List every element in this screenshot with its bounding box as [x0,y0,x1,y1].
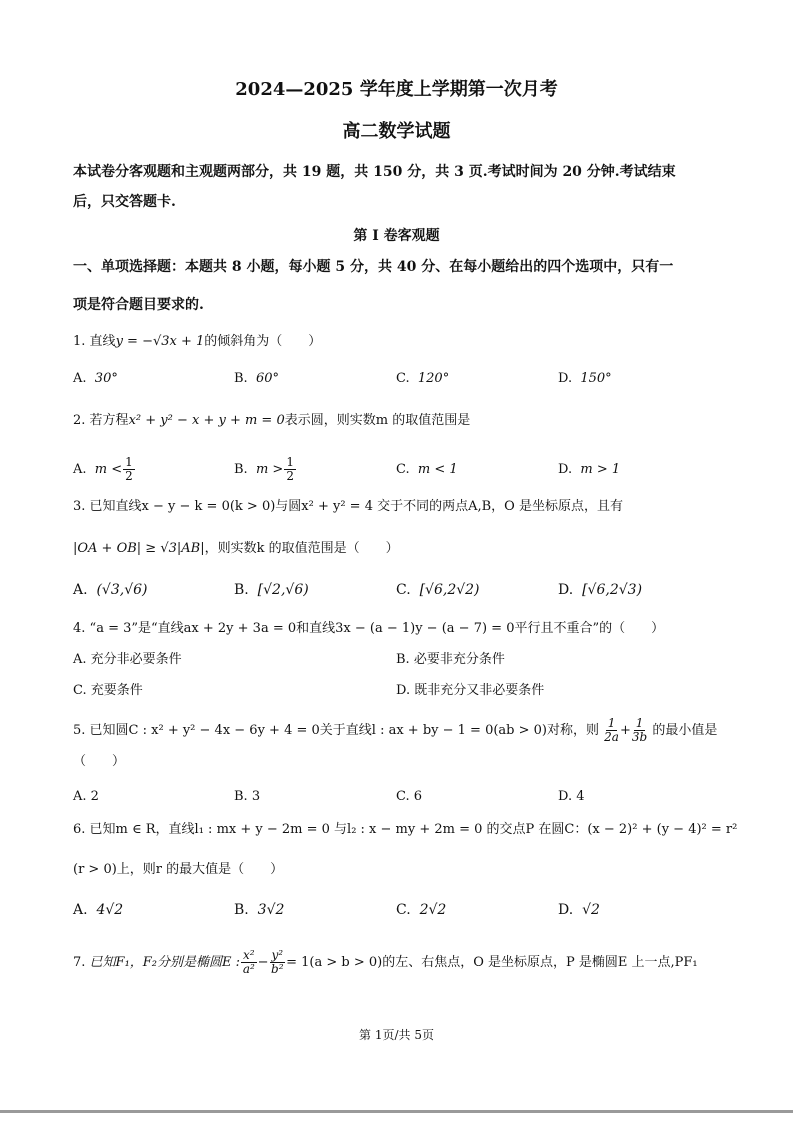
q1-prefix: 直线 [89,334,116,349]
option-relation: m > [255,462,284,477]
option-label: D. [558,462,573,477]
q6-option-a[interactable] [73,902,123,918]
q5-fraction-2: $\frac{1}{3b}$ [631,716,648,744]
q5-suffix: 的最小值是 [652,723,718,738]
q7-number: 7. [73,955,86,970]
intro-line-1: 本试卷分客观题和主观题两部分，共 19 题，共 150 分，共 3 页.考试时间为 20 分钟.考试结束 [73,164,676,180]
q3-option-c[interactable] [396,582,480,598]
q1-math: y = −√3x + 1 [115,334,205,349]
q5-paren: （ ） [73,754,126,769]
q3-vector-inequality: |OA + OB| ≥ √3|AB| [73,541,205,556]
q2-suffix: 表示圆，则实数m 的取值范围是 [284,413,471,428]
q4-option-b[interactable]: B. 必要非充分条件 [396,652,505,667]
q6-option-d[interactable] [558,902,600,918]
option-label: B. [234,902,249,918]
question-3 [73,499,623,515]
option-label: C. [396,371,410,386]
option-value: [√2,√6) [257,582,309,598]
q7-fraction-y: $\frac{\text{y²}}{\text{b²}}$ [271,948,284,976]
intro-line-2: 后，只交答题卡. [73,194,176,210]
q3-line-2 [73,541,399,557]
q6-line-2: (r > 0)上，则r 的最大值是（ ） [73,862,284,877]
exam-title: 2024—2025 学年度上学期第一次月考 [235,79,558,100]
option-value: 120° [417,371,450,386]
q4-number: 4. [73,621,86,636]
option-label: B. [234,462,248,477]
q5-option-d[interactable]: D. 4 [558,789,585,804]
q5-option-c[interactable]: C. 6 [396,789,423,804]
q3-number: 3. [73,499,86,514]
option-value: m > 1 [580,462,621,477]
q6-line-1: 已知m ∈ R，直线l₁ : mx + y − 2m = 0 与l₂ : x − my + 2m = 0 的交点P 在圆C：(x − 2)² + (y − 4)² = r² [89,822,738,837]
q6-option-b[interactable] [234,902,284,918]
option-value: (√3,√6) [96,582,148,598]
question-7: 7. 已知F₁，F₂分别是椭圆E : $\frac{\text{x²}}{\text{a²}}$ − $\frac{\text{y²}}{\text{b²}}$ = 1(a > b > 0)的左、右焦点，O 是坐标原点，P 是椭圆E 上一点,PF₁ [73,948,698,976]
option-value: 60° [255,371,279,386]
q2-option-b[interactable] [234,456,297,484]
q1-option-d[interactable] [558,371,612,387]
option-label: A. [73,371,87,386]
option-label: B. [234,371,248,386]
q6-number: 6. [73,822,86,837]
q2-prefix: 若方程 [89,413,129,428]
q1-option-c[interactable] [396,371,449,387]
q5-number: 5. [73,723,86,738]
q2-option-a[interactable] [73,456,136,484]
q6-option-c[interactable] [396,902,446,918]
q1-option-b[interactable] [234,371,279,387]
option-label: D. [558,582,574,598]
q2-number: 2. [73,413,86,428]
q3-option-b[interactable] [234,582,309,598]
option-label: B. [234,582,249,598]
question-5: 5. 已知圆C : x² + y² − 4x − 6y + 4 = 0关于直线l : ax + by − 1 = 0(ab > 0)对称，则 $\frac{1}{2a}$ + $\frac{1}{3b}$ 的最小值是 [73,716,718,744]
option-value: [√6,2√3) [582,582,643,598]
exam-subtitle: 高二数学试题 [342,121,451,142]
option-label: D. [558,371,573,386]
option-value: 2√2 [419,902,447,918]
page-footer: 第 1页/共 5页 [359,1028,434,1042]
q1-number: 1. [73,334,86,349]
part-heading: 第 I 卷客观题 [353,228,440,244]
q2-option-d[interactable] [558,462,620,478]
option-label: A. [73,582,88,598]
page-bottom-bar [0,1110,793,1113]
option-value: 30° [94,371,118,386]
option-value: 150° [580,371,612,386]
q3-line-2-text: ，则实数k 的取值范围是（ ） [204,541,399,556]
question-4 [73,621,664,637]
q5-option-a[interactable]: A. 2 [73,789,99,804]
section-line-1: 一、单项选择题：本题共 8 小题，每小题 5 分，共 40 分、在每小题给出的四个选项中，只有一 [73,259,674,275]
q4-option-a[interactable]: A. 充分非必要条件 [73,652,182,667]
option-value: √2 [582,902,600,918]
option-label: C. [396,462,410,477]
question-2 [73,413,470,429]
q5-fraction-1: $\frac{1}{2a}$ [604,716,619,744]
q3-option-d[interactable] [558,582,642,598]
q2-math: x² + y² − x + y + m = 0 [128,413,285,428]
fraction: $\frac{1}{2}$ [125,455,133,483]
question-1 [73,334,321,350]
fraction: $\frac{1}{2}$ [286,455,294,483]
question-6 [73,822,737,838]
option-relation: m < [94,462,123,477]
option-label: C. [396,582,411,598]
section-line-2: 项是符合题目要求的. [73,297,204,313]
option-label: D. [558,902,574,918]
q4-option-d[interactable]: D. 既非充分又非必要条件 [396,683,545,698]
option-label: A. [73,462,87,477]
option-value: 4√2 [96,902,124,918]
option-label: A. [73,902,88,918]
q7-suffix: = 1(a > b > 0)的左、右焦点，O 是坐标原点，P 是椭圆E 上一点,PF₁ [286,955,698,970]
q3-line-1: 已知直线x − y − k = 0(k > 0)与圆x² + y² = 4 交于不同的两点A,B，O 是坐标原点，且有 [89,499,623,514]
q4-text: “a = 3”是“直线ax + 2y + 3a = 0和直线3x − (a − 1)y − (a − 7) = 0平行且不重合”的（ ） [89,621,665,636]
option-value: m < 1 [417,462,458,477]
q2-option-c[interactable] [396,462,458,478]
q5-option-b[interactable]: B. 3 [234,789,261,804]
q4-option-c[interactable]: C. 充要条件 [73,683,143,698]
q3-option-a[interactable] [73,582,148,598]
option-label: C. [396,902,411,918]
q1-suffix: 的倾斜角为（ ） [204,334,322,349]
option-value: 3√2 [257,902,285,918]
q7-prefix: 已知F₁，F₂分别是椭圆E : [89,955,241,970]
option-value: [√6,2√2) [419,582,480,598]
q7-fraction-x: $\frac{\text{x²}}{\text{a²}}$ [242,948,255,976]
q1-option-a[interactable] [73,371,118,387]
q5-text: 已知圆C : x² + y² − 4x − 6y + 4 = 0关于直线l : ax + by − 1 = 0(ab > 0)对称，则 [89,723,599,738]
